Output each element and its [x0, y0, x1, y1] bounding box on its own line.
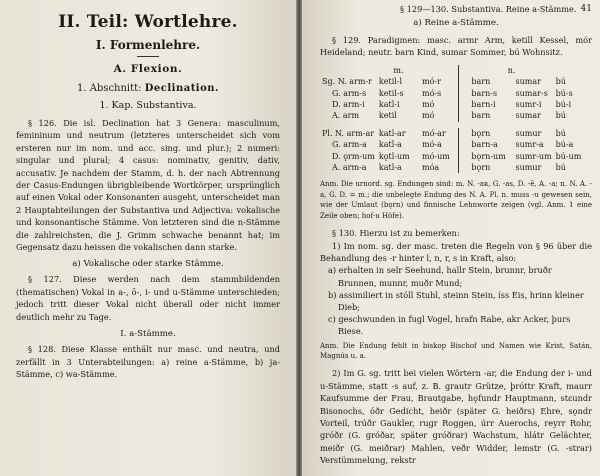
table-cell: bǫrn-um [471, 151, 506, 161]
row-label: D. arm-i [332, 100, 365, 110]
paradigm-header [320, 65, 592, 76]
table-cell: katl-a [378, 140, 402, 150]
table-cell: bǫrn [471, 128, 491, 138]
paragraph-130-item-1: 1) Im nom. sg. der masc. treten die Regeln von § 96 über die Behandlung des -r hinter l, n, r, s in Kraft, also: [320, 240, 592, 263]
row-label: A. arm [332, 111, 360, 121]
table-cell: ketil-l [378, 77, 403, 87]
table-cell: bú [555, 163, 566, 173]
paradigm-table [320, 65, 592, 174]
table-cell: mó-r [420, 76, 459, 87]
abschnitt-prefix: 1. Abschnitt: [76, 83, 142, 94]
table-cell: mó-a [420, 139, 459, 150]
table-cell: ketil-s [378, 88, 404, 98]
table-row [320, 128, 592, 139]
table-cell: barn-i [471, 100, 496, 110]
abschnitt-name: Declination. [144, 83, 220, 94]
page-number: 41 [580, 4, 592, 14]
subheading-a-stems: I. a-Stämme. [120, 329, 176, 340]
divider [137, 56, 159, 57]
table-row [320, 151, 592, 162]
row-label: A. arm-a [332, 163, 367, 173]
table-cell: móa [420, 162, 459, 173]
table-cell: bǫrn [471, 163, 491, 173]
table-cell: bú [555, 77, 566, 87]
left-page [0, 0, 296, 476]
note-130: Anm. Die Endung fehlt in biskop Bischof und Namen wie Krist, Satán, Magnús u. a. [320, 341, 592, 360]
table-cell: sumr-i [515, 100, 542, 110]
rule-list [320, 264, 592, 337]
table-row [320, 88, 592, 99]
right-page [302, 0, 600, 476]
table-cell: sumar [515, 77, 541, 87]
table-row [320, 99, 592, 110]
row-label: G. arm-a [332, 140, 367, 150]
table-cell: ketil [378, 111, 397, 121]
table-cell: bú-a [555, 140, 574, 150]
kapitel-heading: 1. Kap. Substantiva. [99, 100, 197, 111]
note-129: Anm. Die urnord. sg. Endungen sind: m. N. -aʀ, G. -as, D. -ē, A. -a; n. N. A. -a, G. D. = m.; die unbelegte Endung des N. A. Pl. n. muss -u gewesen sein, wie der Umlaut (bǫrn) und finnische Lehnworte zeigen (vgl. Anm. 1 eine Zeile oben; hof-u Höfe). [320, 180, 592, 220]
table-cell: katl-a [378, 163, 402, 173]
abschnitt-heading [16, 83, 280, 94]
table-row [320, 76, 592, 87]
table-cell: barn [471, 77, 491, 87]
table-cell: sumur [515, 163, 542, 173]
paragraph-126: § 126. Die isl. Declination hat 3 Genera: masculinum, femininum und neutrum (letzteres unterscheidet sich vom ersteren nur im nom. und acc. sing. und plur.); 2 numeri: singular und plural; 4 casus: nominativ, genitiv, dativ, accusativ. Je nachdem der Stamm, d. h. der nach Abtrennung der Casus-Endungen übrigbleibende Wortkörper, ursprünglich auf einen Vokal oder Konsonanten ausgeht, unterscheidet man 2 Hauptabteilungen der Substantiva und Adjectiva: vokalische und konsonantische Stämme. Von letzteren sind die n-Stämme die zahlreichsten, die J. Grimm schwache benannt hat; im Gegensatz dazu heissen die vokalischen dann starke. [16, 118, 280, 253]
table-cell: bú [555, 128, 566, 138]
table-cell: bú-i [555, 100, 572, 110]
table-cell: mó-ar [420, 128, 459, 139]
row-label: D. ǫrm-um [332, 151, 375, 161]
table-cell: sumar [515, 111, 541, 121]
paragraph-130-item-2: 2) Im G. sg. tritt bei vielen Wörtern -ar, die Endung der i- und u-Stämme, statt -s auf, z. B. grautr Grütze, þróttr Kraft, maurr Kaufsumme der Frau, Brautgabe, hǫfundr Hauptmann, stɛundr Bisonochs, óðr Gedicht, heiðr (später G. heiðrs) Ehre, sǫndr Vorteil, trúðr Gaukler, rugr Roggen, úrr Auerochs, reyrr Rohr, gróðr (G. gróðar, später gróðrar) Wachstum, hlátr Gelächter, meiðr (G. meiðrar) Mahlen, veðr Widder, lemstr (G. -strar) Verstümmelung, rekstr [320, 368, 592, 466]
flexion-heading: A. Flexion. [113, 63, 183, 75]
running-head [320, 4, 592, 14]
table-cell: mó [420, 110, 459, 121]
section-title: I. Formenlehre. [95, 38, 201, 52]
part-title: II. Teil: Wortlehre. [58, 12, 238, 32]
paragraph-130-intro: § 130. Hierzu ist zu bemerken: [332, 228, 460, 239]
paragraph-128: § 128. Diese Klasse enthält nur masc. und neutra, und zerfällt in 3 Unterabteilungen: a) reine a-Stämme, b) ja-Stämme, c) wa-Stämme. [16, 344, 280, 379]
table-cell: barn [471, 111, 491, 121]
row-label: Sg. N. arm-r [322, 77, 372, 87]
table-row [320, 110, 592, 121]
table-cell: kǫtl-um [378, 151, 410, 161]
table-cell: sumr-um [515, 151, 552, 161]
table-row [320, 139, 592, 150]
list-item: c) geschwunden in fugl Vogel, hrafn Rabe, akr Acker, þurs Riese. [328, 314, 571, 337]
running-head-text: § 129—130. Substantiva. Reine a-Stämme. [400, 4, 577, 14]
table-cell: bú-um [555, 151, 582, 161]
header-neuter: n. [507, 65, 516, 75]
subheading-vocalic: a) Vokalische oder starke Stämme. [72, 259, 224, 270]
row-label: G. arm-s [332, 88, 367, 98]
table-cell: katl-ar [378, 128, 406, 138]
table-cell: katl-i [378, 100, 400, 110]
header-masculine: m. [393, 65, 404, 75]
table-cell: mó-um [420, 151, 459, 162]
table-cell: bú-s [555, 88, 573, 98]
table-row [320, 162, 592, 173]
list-item: a) erhalten in selr Seehund, hallr Stein, brunnr, bruðr Brunnen, munnr, muðr Mund; [328, 265, 552, 288]
table-cell: mó [420, 99, 459, 110]
paragraph-127: § 127. Diese werden nach dem stammbildenden (thematischen) Vokal in a-, ō-, i- und u-Stämme unterschieden; jedoch tritt dieser Vokal nicht überall oder nicht immer deutlich mehr zu Tage. [16, 274, 280, 322]
table-cell: sumur [515, 128, 542, 138]
table-cell: bú [555, 111, 566, 121]
table-cell: sumar-s [515, 88, 548, 98]
subheading-pure-a-stems: a) Reine a-Stämme. [413, 18, 499, 28]
table-cell: mó-s [420, 88, 459, 99]
table-cell: barn-s [471, 88, 498, 98]
paragraph-129: § 129. Paradigmen: masc. armr Arm, ketill Kessel, mór Heideland; neutr. barn Kind, sumar Sommer, bú Wohnsitz. [320, 35, 592, 58]
table-cell: barn-a [471, 140, 498, 150]
list-item: b) assimiliert in stóll Stuhl, steinn Stein, íss Eis, hrinn kleiner Dieb; [328, 289, 584, 312]
table-cell: sumr-a [515, 140, 544, 150]
row-label: Pl. N. arm-ar [322, 128, 375, 138]
